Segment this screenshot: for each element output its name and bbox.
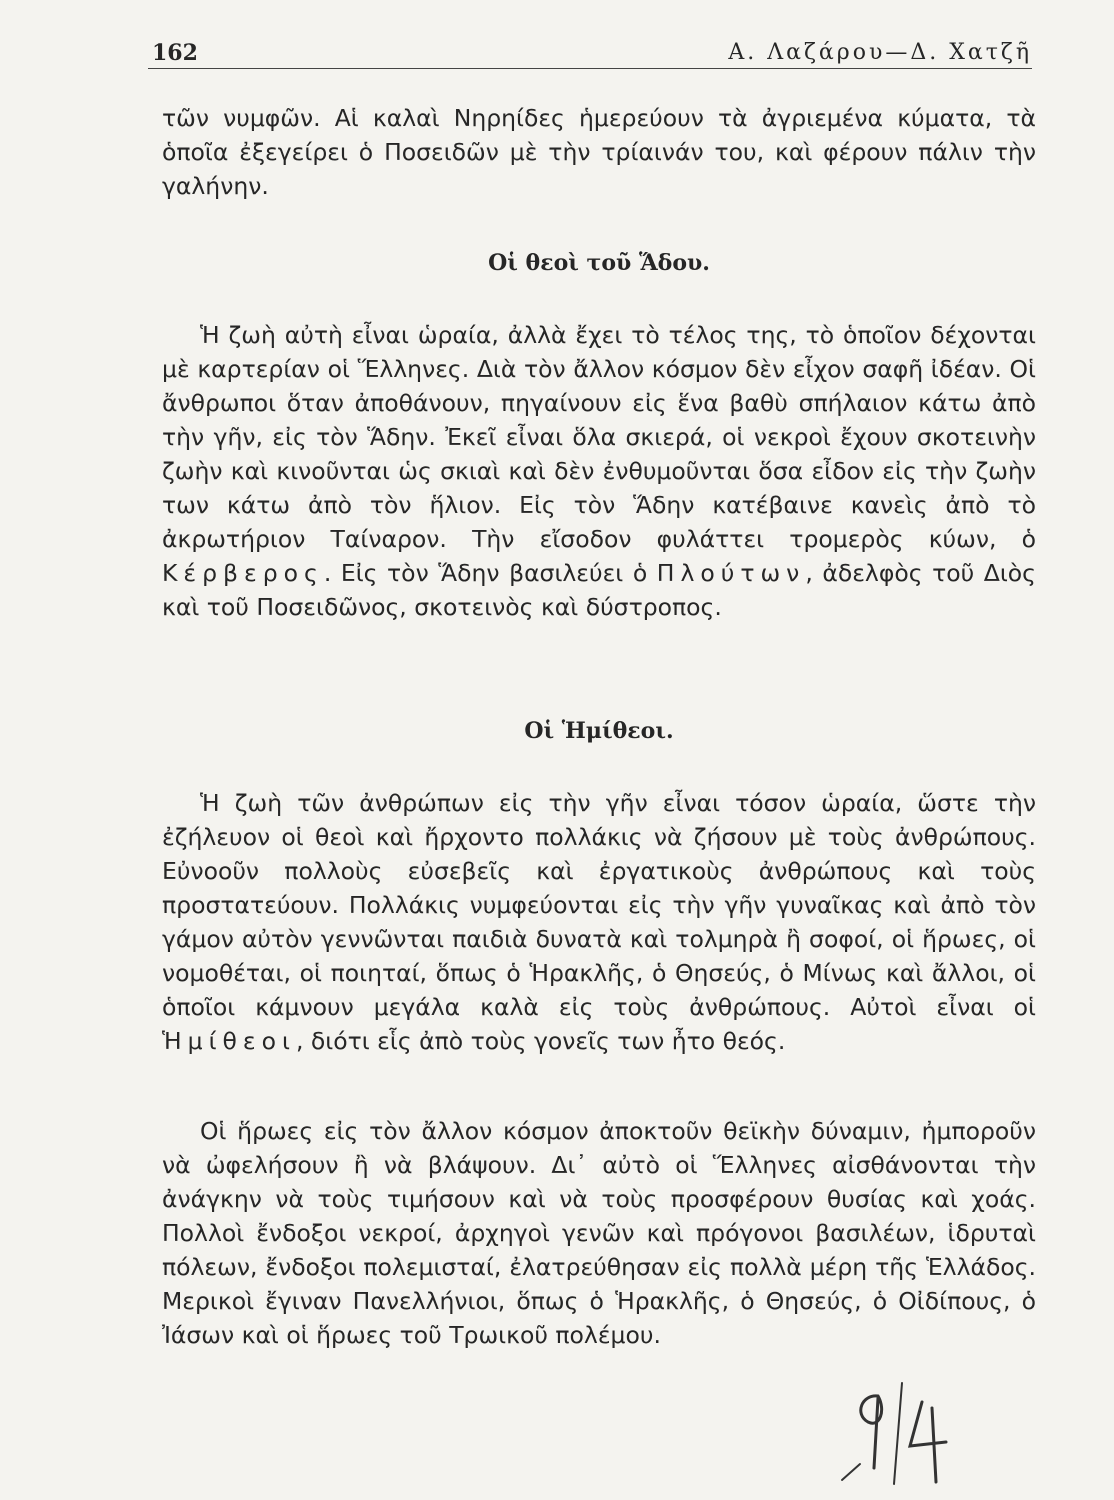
hades-text-1: Ἡ ζωὴ αὐτὴ εἶναι ὡραία, ἀλλὰ ἔχει τὸ τέλος της, τὸ ὁποῖον δέχονται μὲ καρτερίαν οἱ Ἕλληνες. Διὰ τὸν ἄλλον κόσμον δὲν εἶχον σαφῆ ἰδέαν. Οἱ ἄνθρωποι ὅταν ἀποθάνουν, πηγαίνουν εἰς ἕνα βαθὺ σπήλαιον κάτω ἀπὸ τὴν γῆν, εἰς τὸν Ἅδην. Ἐκεῖ εἶναι ὅλα σκιερά, οἱ νεκροὶ ἔχουν σκοτεινὴν ζωὴν καὶ κινοῦνται ὡς σκιαὶ καὶ δὲν ἐνθυμοῦνται ὅσα εἶδον εἰς τὴν ζωὴν των κάτω ἀπὸ τὸν ἥλιον. Εἰς τὸν Ἅδην κατέβαινε κανεὶς ἀπὸ τὸ ἀκρωτήριον Ταίναρον. Τὴν εἴσοδον φυλάττει τρομερὸς κύων, ὁ bbox=[162, 321, 1036, 553]
page-header bbox=[148, 36, 1032, 72]
demigods-text-2: , διότι εἷς ἀπὸ τοὺς γονεῖς των ἦτο θεός. bbox=[295, 1027, 786, 1055]
demigods-paragraph-2: Οἱ ἥρωες εἰς τὸν ἄλλον κόσμον ἀποκτοῦν θεϊκὴν δύναμιν, ἠμποροῦν νὰ ὠφελήσουν ἢ νὰ βλάψουν. Δι᾽ αὐτὸ οἱ Ἕλληνες αἰσθάνονται τὴν ἀνάγκην νὰ τοὺς τιμήσουν καὶ νὰ τοὺς προσφέρουν θυσίας καὶ χοάς. Πολλοὶ ἔνδοξοι νεκροί, ἀρχηγοὶ γενῶν καὶ πρόγονοι βασιλέων, ἱδρυταὶ πόλεων, ἔνδοξοι πολεμισταί, ἐλατρεύθησαν εἰς πολλὰ μέρη τῆς Ἑλλάδος. Μερικοὶ ἔγιναν Πανελλήνιοι, ὅπως ὁ Ἡρακλῆς, ὁ Θησεύς, ὁ Οἰδίπους, ὁ Ἰάσων καὶ οἱ ἥρωες τοῦ Τρωικοῦ πολέμου. bbox=[162, 1117, 1036, 1349]
demigods-text-1: Ἡ ζωὴ τῶν ἀνθρώπων εἰς τὴν γῆν εἶναι τόσον ὡραία, ὥστε τὴν ἐζήλευον οἱ θεοὶ καὶ ἤρχοντο πολλάκις νὰ ζήσουν μὲ τοὺς ἀνθρώπους. Εὐνοοῦν πολλοὺς εὐσεβεῖς καὶ ἐργατικοὺς ἀνθρώπους καὶ τοὺς προστατεύουν. Πολλάκις νυμφεύονται εἰς τὴν γῆν γυναῖκας καὶ ἀπὸ τὸν γάμον αὐτὸν γεννῶνται παιδιὰ δυνατὰ καὶ τολμηρὰ ἢ σοφοί, οἱ ἥρωες, οἱ νομοθέται, οἱ ποιηταί, ὅπως ὁ Ἡρακλῆς, ὁ Θησεύς, ὁ Μίνως καὶ ἄλλοι, οἱ ὁποῖοι κάμνουν μεγάλα καλὰ εἰς τοὺς ἀνθρώπους. Αὐτοὶ εἶναι οἱ bbox=[162, 789, 1036, 1021]
heading-demigods: Οἱ Ἡμίθεοι. bbox=[524, 718, 674, 744]
header-rule bbox=[148, 68, 1032, 69]
handwritten-mark bbox=[838, 1378, 988, 1488]
name-cerberus: Κέρβερος bbox=[162, 559, 324, 587]
hades-text-3: , ἀδελφὸς τοῦ Διὸς καὶ τοῦ Ποσειδῶνος, σκοτεινὸς καὶ δύστροπος. bbox=[162, 559, 1036, 621]
page-number: 162 bbox=[152, 40, 198, 66]
name-pluto: Πλούτων bbox=[656, 559, 806, 587]
demigods-paragraph-1 bbox=[162, 786, 1036, 1058]
running-head: Α. Λαζάρου—Δ. Χατζῆ bbox=[728, 40, 1032, 65]
hades-paragraph bbox=[162, 318, 1036, 624]
intro-paragraph: τῶν νυμφῶν. Αἱ καλαὶ Νηρηίδες ἡμερεύουν τὰ ἀγριεμένα κύματα, τὰ ὁποῖα ἐξεγείρει ὁ Ποσειδῶν μὲ τὴν τρίαινάν του, καὶ φέρουν πάλιν τὴν γαλήνην. bbox=[162, 104, 1036, 200]
hades-text-2: . Εἰς τὸν Ἅδην βασιλεύει ὁ bbox=[323, 559, 648, 587]
heading-gods-of-hades: Οἱ θεοὶ τοῦ Ἅδου. bbox=[488, 250, 710, 276]
name-demigods: Ἡμίθεοι bbox=[162, 1027, 296, 1055]
